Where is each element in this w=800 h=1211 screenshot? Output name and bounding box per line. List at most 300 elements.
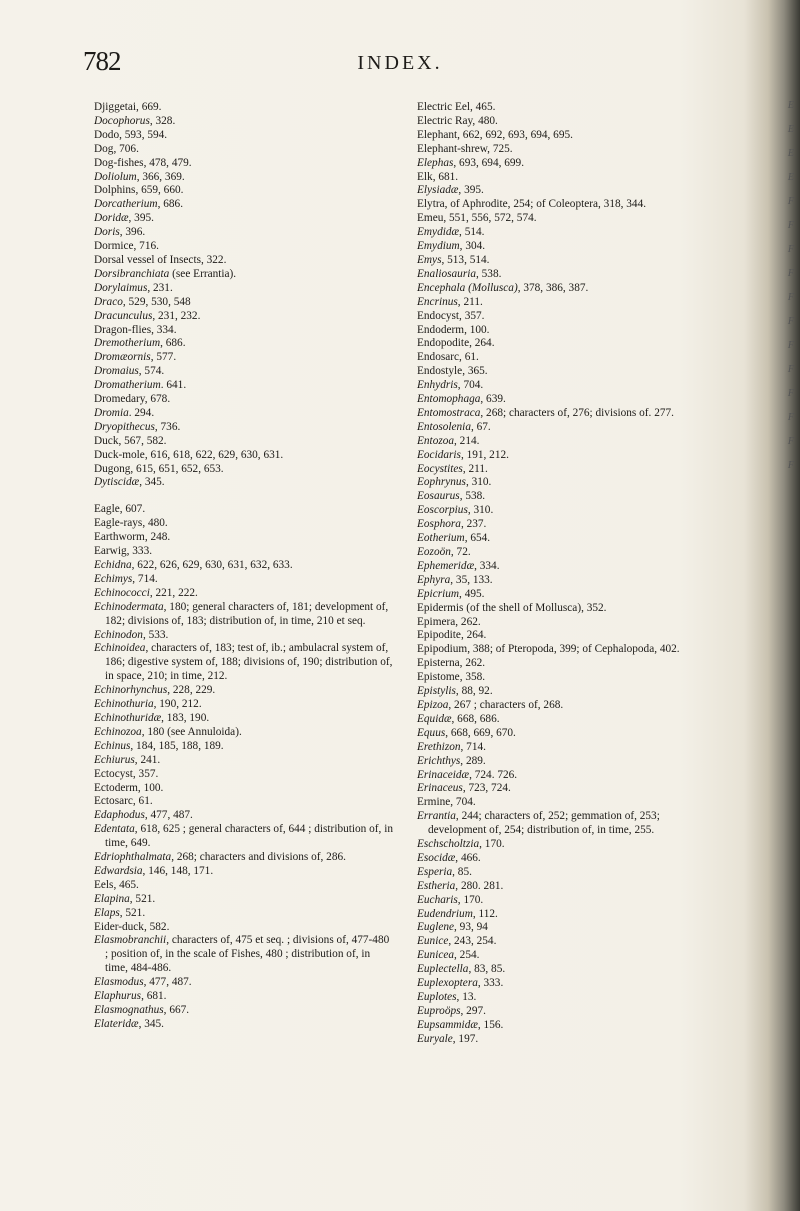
index-entry xyxy=(417,463,717,477)
index-entry xyxy=(94,129,394,143)
entry-references: , 170. xyxy=(457,893,484,906)
index-entry xyxy=(417,977,717,991)
entry-references: , 268; characters of, 276; divisions of. 277. xyxy=(480,406,674,419)
index-entry xyxy=(417,546,717,560)
entry-references: , 310. xyxy=(467,504,494,517)
entry-references: , 704. xyxy=(457,379,484,392)
entry-references: , 357. xyxy=(459,309,485,322)
entry-headword: Erinaceidæ xyxy=(417,768,470,781)
entry-headword: Equidæ xyxy=(417,712,452,725)
entry-references: , 85. xyxy=(452,865,472,878)
index-entry xyxy=(94,754,394,768)
entry-headword: Epistylis xyxy=(417,685,456,698)
index-entry xyxy=(417,908,717,922)
index-entry xyxy=(94,907,394,921)
entry-references: . 294. xyxy=(128,406,155,419)
entry-headword: Encrinus xyxy=(417,295,458,308)
index-entry xyxy=(94,171,394,185)
entry-references: , 268; characters and divisions of, 286. xyxy=(171,851,346,864)
index-entry xyxy=(94,296,394,310)
entry-headword: Doris xyxy=(94,226,120,239)
entry-headword: Epistome xyxy=(417,671,460,684)
entry-headword: Ectosarc xyxy=(94,795,133,808)
index-entry xyxy=(94,823,394,851)
entry-headword: Elaps xyxy=(94,906,120,919)
entry-headword: Euplexoptera xyxy=(417,977,478,990)
entry-headword: Doliolum xyxy=(94,170,137,183)
edge-letter: E xyxy=(787,148,794,159)
index-entry xyxy=(417,365,717,379)
index-entry xyxy=(94,642,394,684)
index-entry xyxy=(94,809,394,823)
index-entry xyxy=(94,726,394,740)
index-entry xyxy=(417,101,717,115)
entry-references: , 686. xyxy=(160,337,186,350)
entry-headword: Esperia xyxy=(417,865,453,878)
index-entry xyxy=(94,365,394,379)
entry-headword: Errantia xyxy=(417,810,456,823)
entry-references: , 72. xyxy=(450,546,471,558)
entry-references: , 618, 625 ; general characters of, 644 ; distribution of, in time, 649. xyxy=(105,823,393,850)
edge-letter: F xyxy=(787,292,794,303)
entry-headword: Dremotherium xyxy=(94,337,161,350)
entry-headword: Elasmognathus xyxy=(94,1004,164,1016)
index-entry xyxy=(94,101,394,115)
index-entry xyxy=(94,226,394,240)
entry-references: , 716. xyxy=(133,240,159,253)
entry-headword: Eagle xyxy=(94,503,120,516)
entry-references: , 358. xyxy=(459,671,486,684)
entry-references: , 334. xyxy=(151,323,177,336)
entry-headword: Dorsibranchiata xyxy=(94,267,170,280)
entry-references: , 514. xyxy=(459,226,485,239)
index-entry xyxy=(417,741,717,755)
entry-references: , 243, 254. xyxy=(448,935,497,948)
entry-references: , 214. xyxy=(454,434,480,447)
entry-headword: Epicrium xyxy=(417,587,460,600)
entry-references: , 191, 212. xyxy=(460,448,509,461)
entry-headword: Elephant-shrew xyxy=(417,142,488,155)
index-entry xyxy=(417,949,717,963)
entry-references: , 345. xyxy=(139,476,165,489)
entry-references: , 241. xyxy=(134,753,161,766)
entry-references: , 723, 724. xyxy=(462,782,511,795)
index-entry xyxy=(417,866,717,880)
index-entry xyxy=(94,587,394,601)
entry-headword: Dragon-flies xyxy=(94,323,152,336)
entry-references: , 264. xyxy=(469,337,495,350)
index-entry xyxy=(417,490,717,504)
index-entry xyxy=(417,254,717,268)
index-entry xyxy=(94,254,394,268)
index-entry xyxy=(94,407,394,421)
entry-references: , 197. xyxy=(452,1032,479,1045)
entry-references: , 264. xyxy=(460,629,487,642)
index-entry xyxy=(417,310,717,324)
index-entry xyxy=(94,463,394,477)
entry-headword: Emys xyxy=(417,253,442,266)
entry-references: , 112. xyxy=(472,907,498,920)
entry-headword: Doridæ xyxy=(94,212,129,225)
index-entry xyxy=(417,1005,717,1019)
entry-references: , 345. xyxy=(138,1017,164,1030)
entry-headword: Eucharis xyxy=(417,893,458,906)
entry-references: , 538. xyxy=(459,490,486,503)
entry-headword: Entozoa xyxy=(417,434,455,447)
entry-references: , 639. xyxy=(480,393,506,406)
entry-references: , 616, 618, 622, 629, 630, 631. xyxy=(144,448,284,461)
index-entry xyxy=(94,503,394,517)
entry-headword: Eocystites xyxy=(417,462,463,475)
entry-headword: Erethizon xyxy=(417,740,461,753)
entry-references: , 659, 660. xyxy=(135,184,184,197)
index-entry xyxy=(417,129,717,143)
entry-references: , 170. xyxy=(479,838,505,851)
index-entry xyxy=(417,296,717,310)
index-entry xyxy=(94,976,394,990)
entry-references: , 231. xyxy=(147,281,173,294)
entry-headword: Dog-fishes xyxy=(94,156,144,169)
entry-headword: Dorsal vessel of Insects xyxy=(94,253,201,266)
entry-references: , 254. xyxy=(454,949,480,962)
entry-headword: Eophrynus xyxy=(417,476,466,489)
index-entry xyxy=(417,171,717,185)
edge-letter: E xyxy=(787,100,794,111)
index-entry xyxy=(417,532,717,546)
index-entry xyxy=(417,921,717,935)
index-entry xyxy=(94,531,394,545)
index-entry xyxy=(417,393,717,407)
index-entry xyxy=(94,157,394,171)
entry-references: , 465. xyxy=(113,878,139,891)
entry-references: , 668, 686. xyxy=(451,712,500,725)
index-entry xyxy=(417,699,717,713)
index-entry xyxy=(417,560,717,574)
page-header xyxy=(0,46,800,86)
entry-headword: Euproöps xyxy=(417,1004,461,1017)
entry-references: , 678. xyxy=(144,393,171,406)
index-column-left xyxy=(94,101,394,1032)
entry-headword: Endopodite xyxy=(417,337,470,350)
index-entry xyxy=(417,657,717,671)
entry-headword: Echinothuria xyxy=(94,698,154,711)
entry-headword: Elephant xyxy=(417,128,458,141)
entry-references: , 669. xyxy=(136,101,162,113)
index-entry xyxy=(94,115,394,129)
entry-references: , 388; of Pteropoda, 399; of Cephalopoda, 402. xyxy=(467,643,680,656)
entry-headword: Elasmobranchii xyxy=(94,934,167,947)
index-entry xyxy=(94,934,394,976)
edge-letter: F xyxy=(787,412,794,423)
index-entry xyxy=(94,740,394,754)
index-entry xyxy=(94,184,394,198)
entry-headword: Elytra xyxy=(417,198,445,211)
entry-headword: Epizoa xyxy=(417,698,449,711)
edge-letter: F xyxy=(787,340,794,351)
index-entry xyxy=(94,268,394,282)
entry-references: , 297. xyxy=(460,1004,486,1017)
index-entry xyxy=(417,476,717,490)
entry-references: , 396. xyxy=(119,226,146,239)
entry-headword: Euplectella xyxy=(417,963,469,976)
entry-headword: Erichthys xyxy=(417,754,461,767)
index-entry xyxy=(94,393,394,407)
index-entry xyxy=(417,1033,717,1047)
entry-references: , 13. xyxy=(456,991,477,1003)
entry-references: , 662, 692, 693, 694, 695. xyxy=(457,128,573,141)
entry-headword: Echinorhynchus xyxy=(94,684,168,697)
entry-references: , 88, 92. xyxy=(455,685,493,698)
entry-headword: Dromedary xyxy=(94,393,145,406)
entry-headword: Entomostraca xyxy=(417,406,481,419)
index-entry xyxy=(417,588,717,602)
entry-headword: Dormice xyxy=(94,240,134,253)
index-entry xyxy=(417,184,717,198)
index-entry xyxy=(94,351,394,365)
entry-references: , 334. xyxy=(474,559,500,572)
entry-references: , 262. xyxy=(455,615,481,628)
index-entry xyxy=(417,616,717,630)
entry-headword: Eunicea xyxy=(417,949,455,962)
edge-letter: F xyxy=(787,364,794,375)
entry-references: , 714. xyxy=(460,740,486,753)
entry-references: , 495. xyxy=(459,587,485,600)
index-entry xyxy=(417,852,717,866)
entry-references: , 593, 594. xyxy=(119,128,168,141)
index-entry xyxy=(417,629,717,643)
index-entry xyxy=(417,240,717,254)
entry-headword: Echinozoa xyxy=(94,725,142,738)
index-entry xyxy=(94,212,394,226)
entry-headword: Draco xyxy=(94,295,123,308)
index-entry xyxy=(417,198,717,212)
entry-references: , 211. xyxy=(462,462,488,475)
entry-references: , 704. xyxy=(450,796,476,809)
index-entry xyxy=(417,143,717,157)
entry-references: , 146, 148, 171. xyxy=(142,864,214,877)
edge-letter: F xyxy=(787,388,794,399)
index-entry xyxy=(94,476,394,490)
entry-references: , 513, 514. xyxy=(441,253,490,266)
entry-references: , 262. xyxy=(459,657,486,670)
entry-headword: Dromatherium xyxy=(94,379,161,392)
entry-headword: Echinococci xyxy=(94,586,150,599)
entry-headword: Eider-duck xyxy=(94,920,144,933)
entry-references: , 248. xyxy=(144,531,171,544)
entry-headword: Echidna xyxy=(94,559,132,571)
entry-headword: Edwardsia xyxy=(94,864,143,877)
entry-references: , 357. xyxy=(132,767,159,780)
entry-headword: Emydidæ xyxy=(417,226,460,239)
index-entry xyxy=(417,282,717,296)
entry-headword: Euglene xyxy=(417,921,455,934)
index-entry xyxy=(417,351,717,365)
entry-references: , 466. xyxy=(455,851,481,864)
edge-letter: F xyxy=(787,244,794,255)
running-head: INDEX. xyxy=(357,52,443,74)
entry-references: , 577. xyxy=(150,351,177,364)
entry-references: , 221, 222. xyxy=(149,586,198,599)
entry-references: , 378, 386, 387. xyxy=(517,281,589,294)
index-entry xyxy=(94,337,394,351)
entry-headword: Dorcatherium xyxy=(94,198,158,211)
page-number: 782 xyxy=(83,46,121,76)
index-entry xyxy=(417,421,717,435)
entry-references: , 533. xyxy=(142,628,169,641)
index-entry xyxy=(417,671,717,685)
entry-headword: Eosphora xyxy=(417,518,461,531)
entry-headword: Echinodon xyxy=(94,628,143,641)
entry-headword: Earwig xyxy=(94,545,127,558)
index-entry xyxy=(94,1004,394,1018)
entry-headword: Electric Eel xyxy=(417,101,470,113)
entry-headword: Endosarc xyxy=(417,351,460,364)
entry-references: , 736. xyxy=(154,420,181,433)
edge-letter: E xyxy=(787,124,794,135)
entry-references: , 574. xyxy=(138,365,165,378)
entry-headword: Eagle-rays xyxy=(94,517,143,530)
entry-references: , 67. xyxy=(470,420,491,433)
entry-headword: Echiurus xyxy=(94,753,135,766)
index-entry xyxy=(417,504,717,518)
index-entry xyxy=(417,963,717,977)
entry-references: , 310. xyxy=(465,476,492,489)
entry-headword: Endostyle xyxy=(417,365,463,378)
entry-headword: Eosaurus xyxy=(417,490,460,503)
index-entry xyxy=(417,435,717,449)
entry-headword: Earthworm xyxy=(94,531,145,544)
entry-headword: Ectoderm xyxy=(94,781,138,794)
entry-headword: Entomophaga xyxy=(417,393,481,406)
entry-references: , 180 (see Annuloida). xyxy=(141,725,242,738)
entry-headword: Ephyra xyxy=(417,573,451,586)
index-entry xyxy=(94,893,394,907)
index-entry xyxy=(94,921,394,935)
entry-references: , characters of, 183; test of, ib.; ambulacral system of, 186; digestive system of, 188; divisions of, 190; distribution of, in space, 210; in time, 212. xyxy=(105,642,393,683)
entry-headword: Dodo xyxy=(94,128,120,141)
edge-letter: E xyxy=(787,172,794,183)
index-entry xyxy=(417,226,717,240)
entry-headword: Dromæornis xyxy=(94,351,151,364)
index-entry xyxy=(94,601,394,629)
entry-headword: Edaphodus xyxy=(94,809,145,822)
entry-references: , 686. xyxy=(157,198,184,211)
edge-letter: F xyxy=(787,436,794,447)
entry-headword: Dolphins xyxy=(94,184,136,197)
entry-headword: Enaliosauria xyxy=(417,267,476,280)
entry-headword: Echinothuridæ xyxy=(94,711,162,724)
entry-references: , 480. xyxy=(142,517,168,530)
index-entry xyxy=(94,310,394,324)
entry-references: , 61. xyxy=(132,795,153,808)
entry-references: , 289. xyxy=(460,754,486,767)
entry-references: , 725. xyxy=(487,142,513,155)
entry-headword: Estheria xyxy=(417,879,456,892)
entry-headword: Eoscorpius xyxy=(417,504,468,517)
entry-headword: Dorylaimus xyxy=(94,281,148,294)
index-column-right xyxy=(417,101,717,1047)
entry-headword: Dog xyxy=(94,142,114,155)
index-entry xyxy=(94,449,394,463)
index-entry xyxy=(417,880,717,894)
index-entry xyxy=(94,1018,394,1032)
index-entry xyxy=(417,407,717,421)
entry-references: , 267 ; characters of, 268. xyxy=(448,698,564,711)
index-entry xyxy=(417,991,717,1005)
entry-headword: Epidermis xyxy=(417,601,464,614)
entry-headword: Dugong xyxy=(94,462,131,475)
entry-headword: Dytiscidæ xyxy=(94,476,140,489)
entry-references: , 529, 530, 548 xyxy=(122,295,191,308)
entry-references: , 395. xyxy=(458,184,484,197)
index-entry xyxy=(94,435,394,449)
index-entry xyxy=(417,713,717,727)
entry-headword: Eudendrium xyxy=(417,907,473,920)
entry-headword: Duck xyxy=(94,434,119,447)
index-entry xyxy=(94,865,394,879)
entry-headword: Elapina xyxy=(94,892,130,905)
entry-references: , 654. xyxy=(464,532,491,545)
index-entry xyxy=(417,643,717,657)
entry-references: , 668, 669, 670. xyxy=(445,726,516,739)
entry-headword: Encephala (Mollusca) xyxy=(417,281,518,294)
entry-references: , 328. xyxy=(149,114,176,127)
entry-references: , 465. xyxy=(470,101,496,113)
index-entry xyxy=(94,421,394,435)
entry-headword: Dracunculus xyxy=(94,309,153,322)
index-entry xyxy=(94,545,394,559)
index-entry xyxy=(94,573,394,587)
entry-headword: Enhydris xyxy=(417,379,458,392)
entry-headword: Eupsammidæ xyxy=(417,1018,478,1031)
index-entry xyxy=(417,602,717,616)
entry-references: , 35, 133. xyxy=(450,573,493,586)
entry-references: , 333. xyxy=(477,977,504,990)
entry-references: , 333. xyxy=(126,545,153,558)
entry-references: , 100. xyxy=(137,781,164,794)
index-entry xyxy=(417,838,717,852)
entry-headword: Eels xyxy=(94,878,114,891)
index-entry xyxy=(94,240,394,254)
entry-headword: Euryale xyxy=(417,1032,453,1045)
entry-references: , 184, 185, 188, 189. xyxy=(130,739,224,752)
entry-references: , 477, 487. xyxy=(144,809,193,822)
index-entry xyxy=(417,379,717,393)
entry-references: , characters of, 475 et seq. ; divisions of, 477-480 ; position of, in the scale of Fishes, 480 ; distribution of, in time, 484-486. xyxy=(105,934,390,975)
index-entry xyxy=(94,782,394,796)
entry-references: , 480. xyxy=(472,114,498,127)
entry-references: , 567, 582. xyxy=(118,434,167,447)
entry-references: , 190, 212. xyxy=(153,698,202,711)
entry-references: , 180; general characters of, 181; development of, 182; divisions of, 183; distribution of, in time, 210 et seq. xyxy=(105,600,389,627)
index-entry xyxy=(417,268,717,282)
entry-headword: Eozoön xyxy=(417,546,451,558)
index-entry xyxy=(417,212,717,226)
entry-headword: Elateridæ xyxy=(94,1017,139,1030)
entry-references: . 641. xyxy=(160,379,187,392)
entry-references: , 366, 369. xyxy=(136,170,185,183)
adjacent-page-edge xyxy=(770,0,800,1211)
entry-references: , 395. xyxy=(128,212,154,225)
entry-references: , 521. xyxy=(119,906,146,919)
entry-references: , 607. xyxy=(119,503,146,516)
index-entry xyxy=(417,337,717,351)
entry-references: , 582. xyxy=(143,920,170,933)
entry-references: , 551, 556, 572, 574. xyxy=(443,212,537,225)
entry-headword: Dryopithecus xyxy=(94,420,155,433)
entry-references: , 478, 479. xyxy=(143,156,192,169)
entry-headword: Dromaius xyxy=(94,365,139,378)
